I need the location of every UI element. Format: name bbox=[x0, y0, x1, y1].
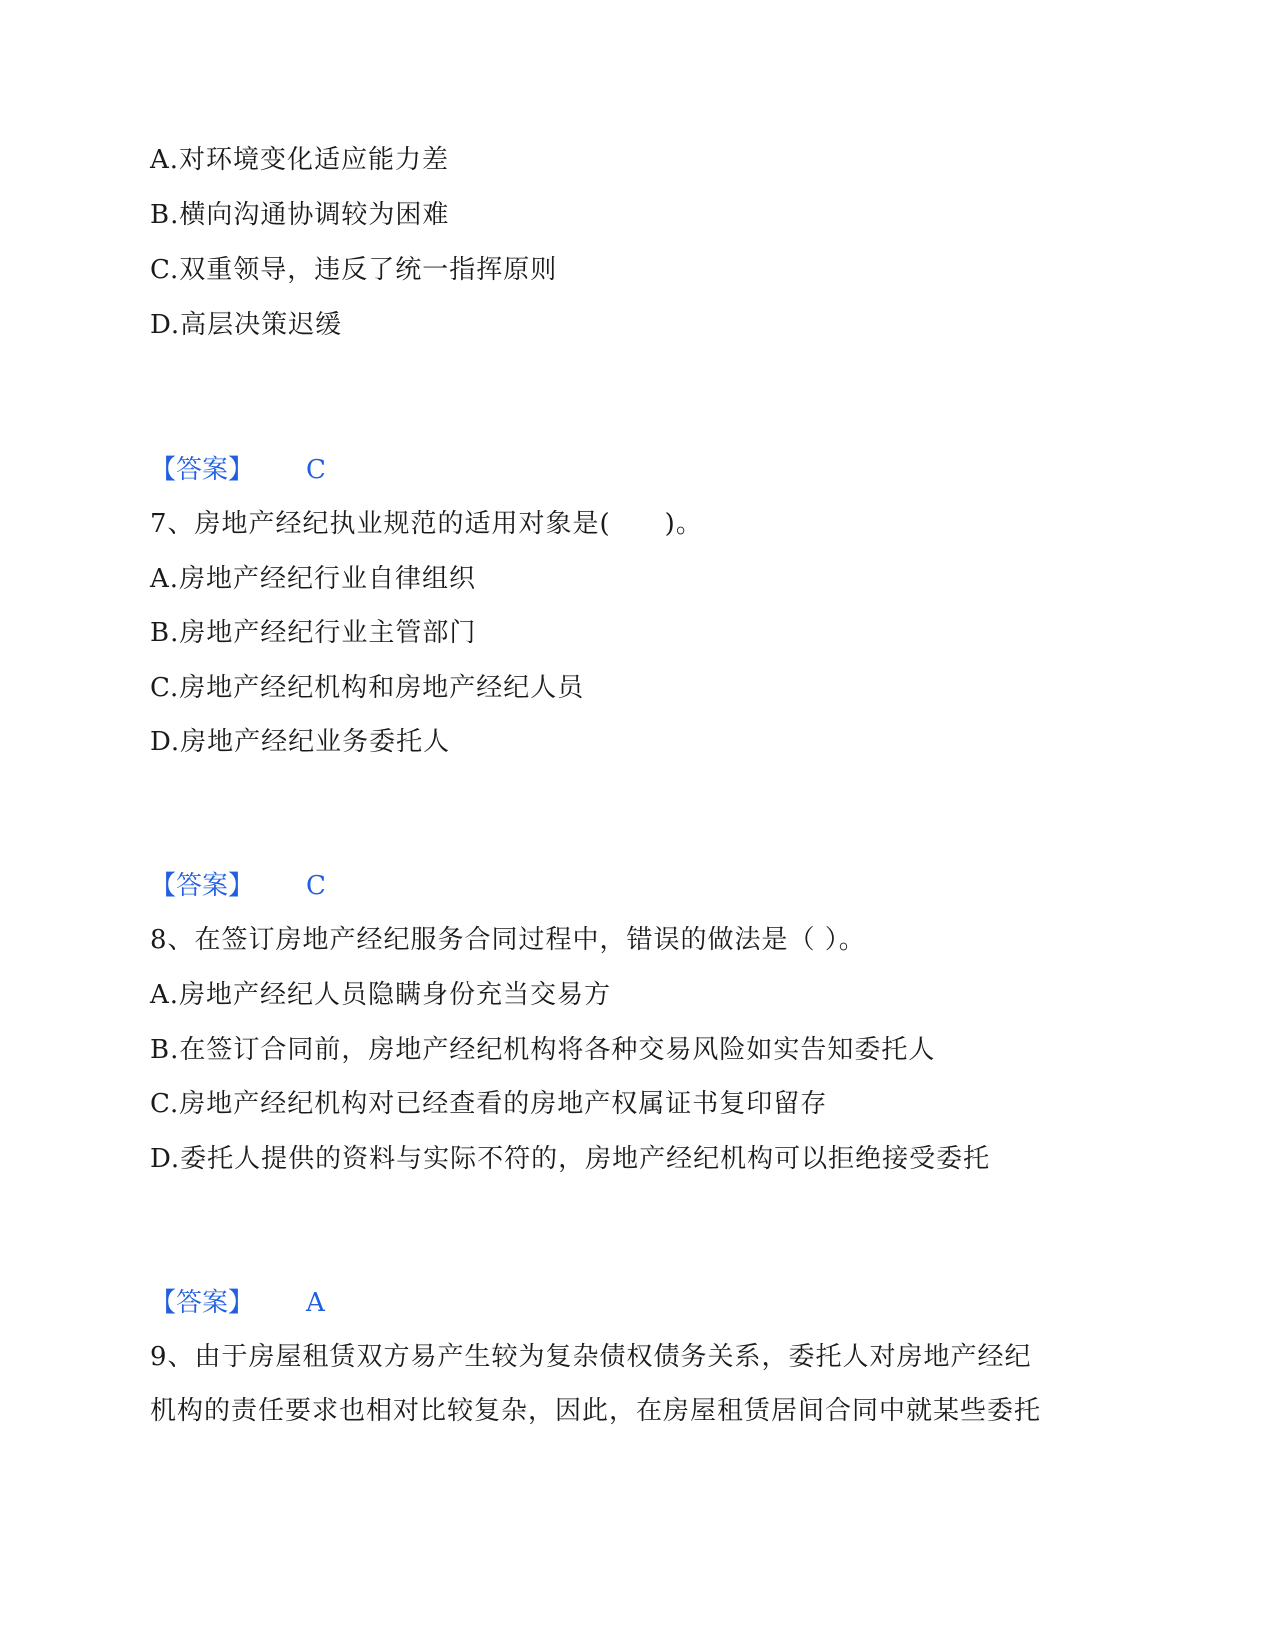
q9-question-line-2: 机构的责任要求也相对比较复杂，因此，在房屋租赁居间合同中就某些委托 bbox=[150, 1396, 1042, 1426]
q8-answer bbox=[150, 1286, 325, 1320]
q7-option-d: D.房地产经纪业务委托人 bbox=[150, 727, 451, 757]
q6-option-c: C.双重领导，违反了统一指挥原则 bbox=[150, 255, 558, 285]
q8-question: 8、在签订房地产经纪服务合同过程中，错误的做法是（ ）。 bbox=[150, 925, 866, 955]
q7-option-b: B.房地产经纪行业主管部门 bbox=[150, 618, 477, 648]
q6-answer bbox=[150, 453, 326, 487]
q7-option-c: C.房地产经纪机构和房地产经纪人员 bbox=[150, 673, 585, 703]
q6-option-b: B.横向沟通协调较为困难 bbox=[150, 200, 450, 230]
q7-option-a: A.房地产经纪行业自律组织 bbox=[150, 564, 477, 594]
q9-question-line-1: 9、由于房屋租赁双方易产生较为复杂债权债务关系，委托人对房地产经纪 bbox=[150, 1342, 1032, 1372]
q8-option-a: A.房地产经纪人员隐瞒身份充当交易方 bbox=[150, 980, 612, 1010]
q7-question: 7、房地产经纪执业规范的适用对象是( )。 bbox=[150, 509, 703, 539]
answer-label: 【答案】 bbox=[150, 1288, 255, 1318]
answer-label: 【答案】 bbox=[150, 871, 255, 901]
answer-value: C bbox=[306, 871, 326, 901]
answer-value: A bbox=[306, 1288, 325, 1318]
q8-option-c: C.房地产经纪机构对已经查看的房地产权属证书复印留存 bbox=[150, 1089, 828, 1119]
q8-option-b: B.在签订合同前，房地产经纪机构将各种交易风险如实告知委托人 bbox=[150, 1035, 936, 1065]
answer-value: C bbox=[306, 455, 326, 485]
answer-label: 【答案】 bbox=[150, 455, 255, 485]
q6-option-d: D.高层决策迟缓 bbox=[150, 310, 343, 340]
q8-option-d: D.委托人提供的资料与实际不符的，房地产经纪机构可以拒绝接受委托 bbox=[150, 1144, 991, 1174]
q6-option-a: A.对环境变化适应能力差 bbox=[150, 145, 450, 175]
q7-answer bbox=[150, 869, 326, 903]
